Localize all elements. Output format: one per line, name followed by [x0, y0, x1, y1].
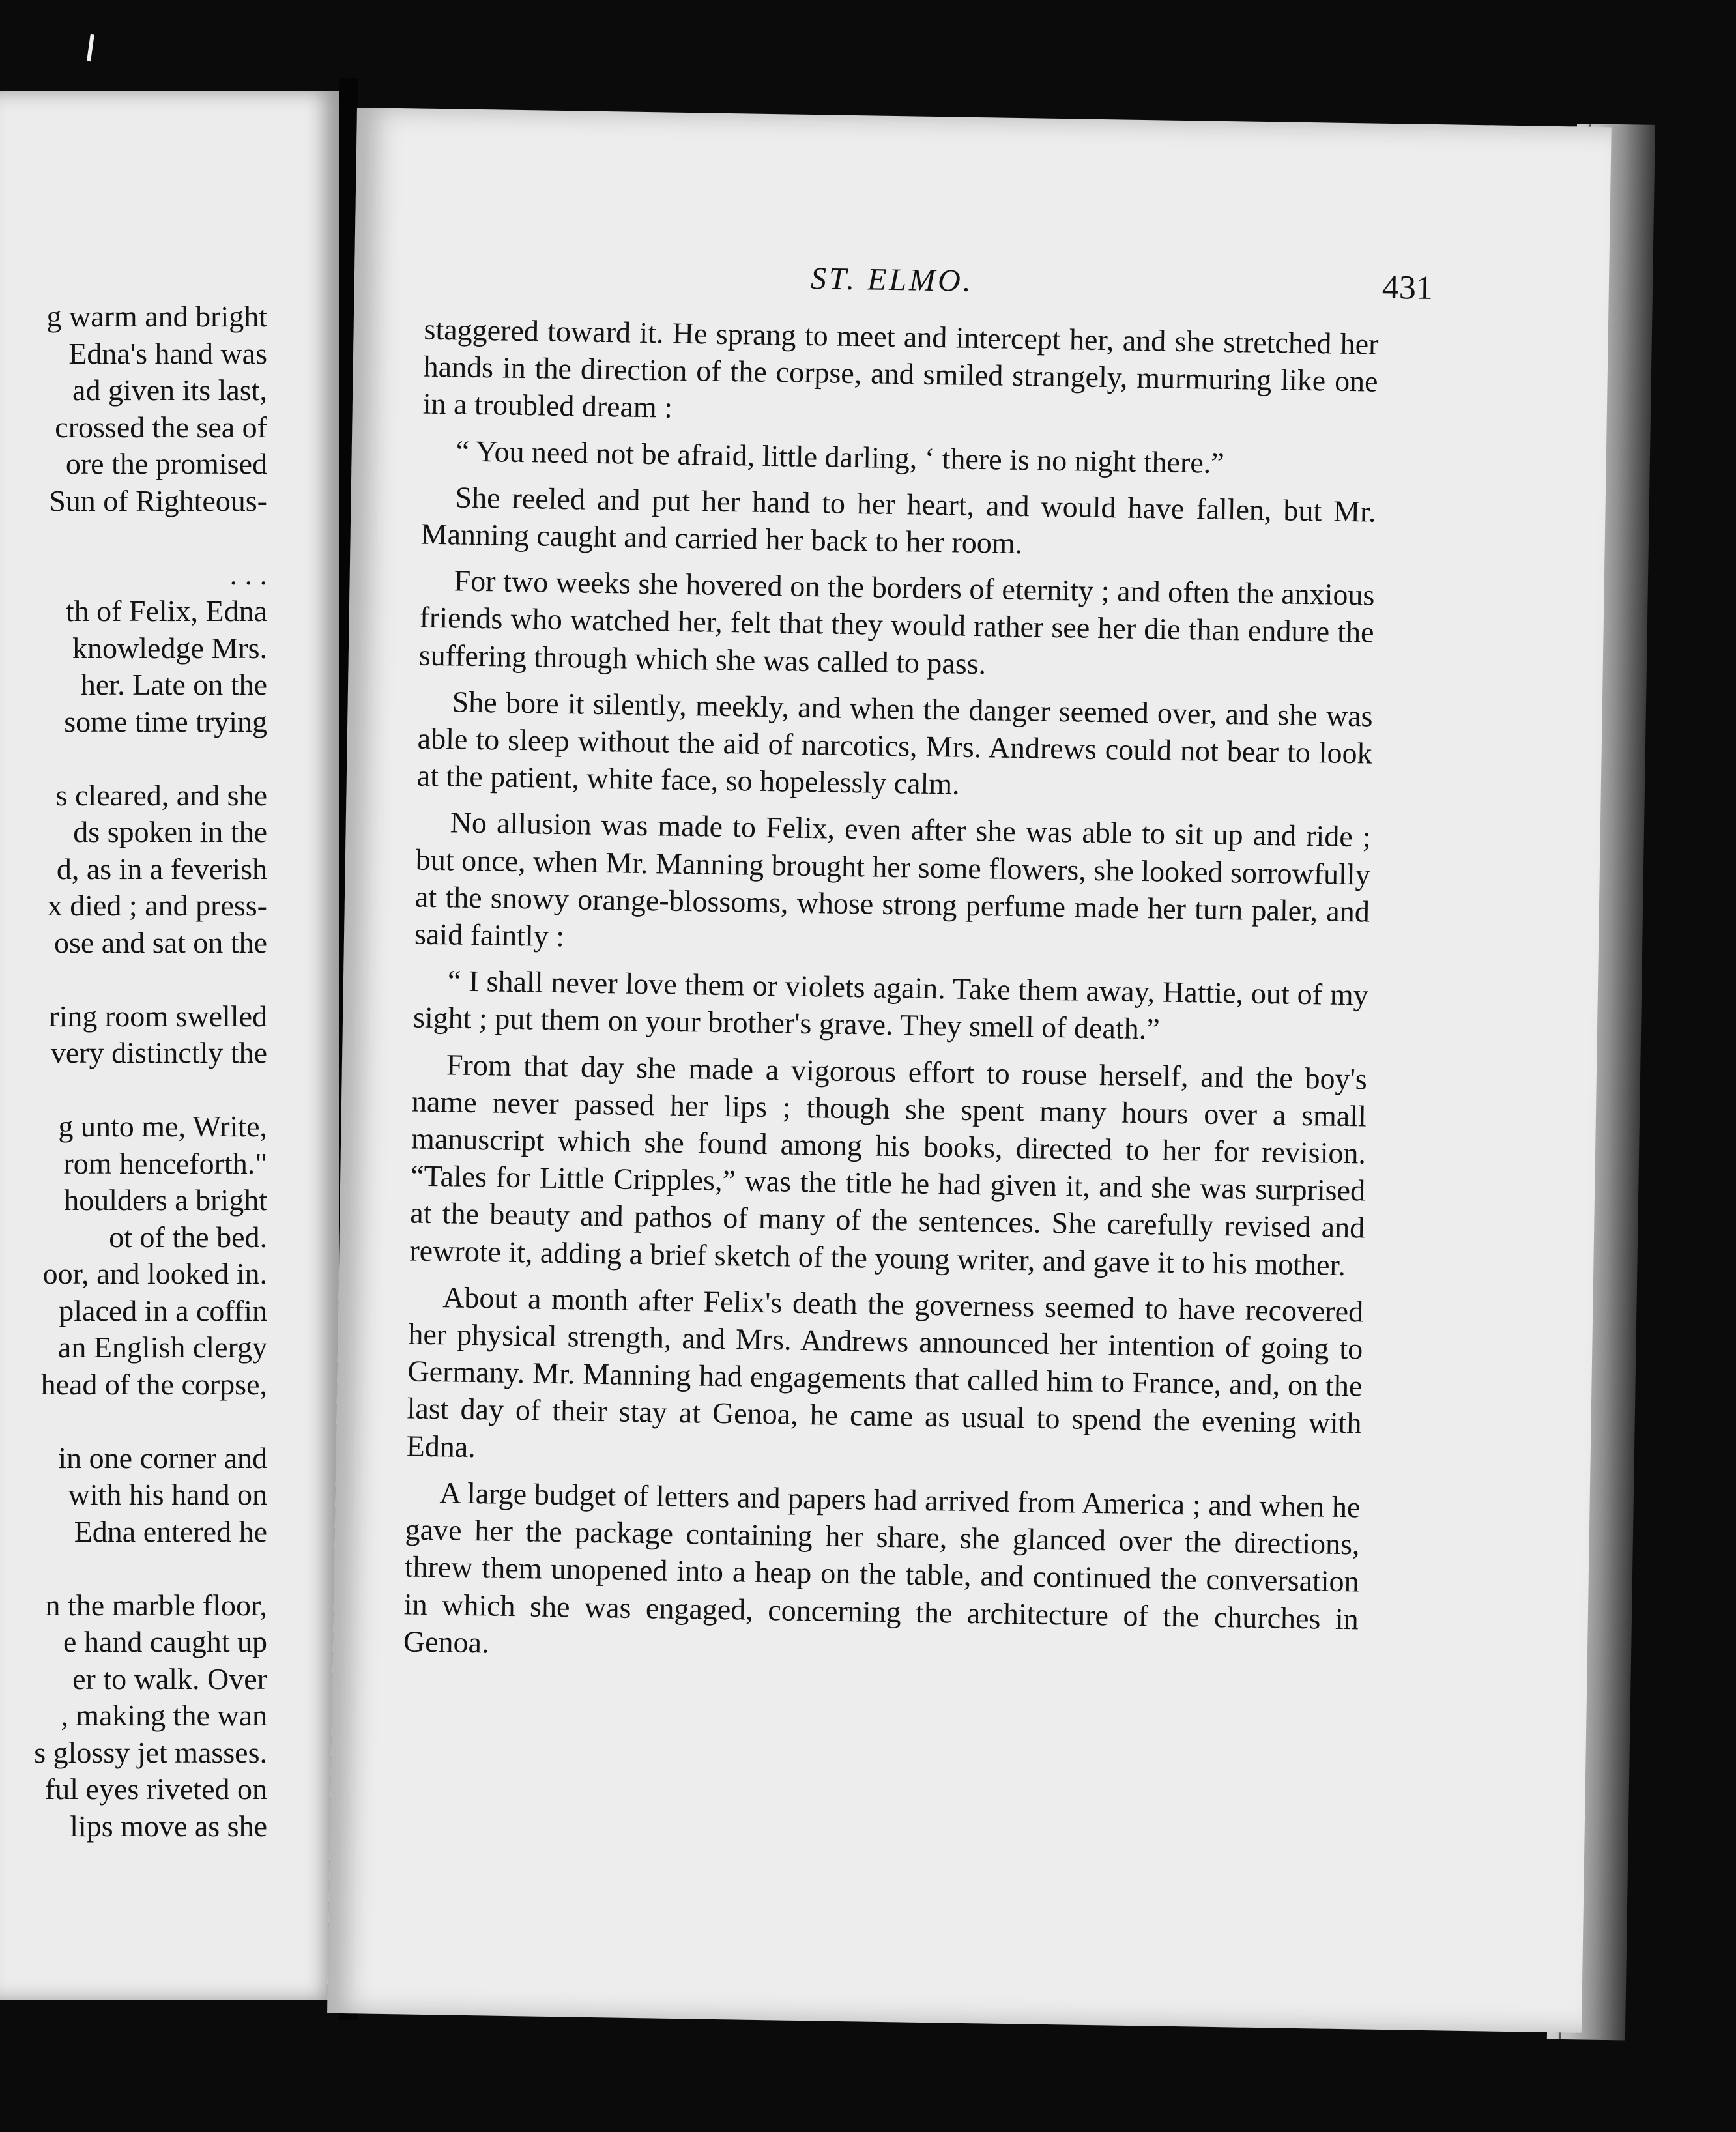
page-number: 431 [1382, 268, 1434, 307]
facing-line: s cleared, and she [55, 778, 267, 812]
facing-line: very distinctly the [50, 1036, 267, 1069]
facing-line: Edna's hand was [68, 336, 267, 370]
facing-page-text [0, 298, 267, 1845]
paragraph: She bore it silently, meekly, and when the danger seemed over, and she was able to sleep without the aid of narcotics, Mrs. Andrews could not bear to look at the patient, white face, so hopelessly calm. [416, 685, 1373, 801]
facing-line: ore the promised [65, 447, 267, 480]
facing-line: an English clergy [57, 1331, 267, 1364]
paragraph: staggered toward it. He sprang to meet and intercept her, and she stretched her hands in the direction of the corpse, and smiled strangely, murmuring like one in a troubled dream : [422, 312, 1379, 425]
facing-line: d, as in a feverish [56, 852, 267, 886]
paragraph: A large budget of letters and papers had arrived from America ; and when he gave her the package containing her share, she glanced over the directions, threw them unopened into a heap on the table, and continued the conversation in which she was engaged, concerning the architecture of the churches in Genoa. [403, 1476, 1361, 1660]
facing-page [0, 91, 339, 2000]
paragraph: From that day she made a vigorous effort to rouse herself, and the boy's name never passed her lips ; though she spent many hours over a small manuscript which she found among his books, directed to her for revision. “Tales for Little Cripples,” was the title he had given it, and she was surprised at the beauty and pathos of many of the sentences. She carefully revised and rewrote it, adding a brief sketch of the young writer, and gave it to his mother. [409, 1047, 1368, 1282]
facing-line: some time trying [64, 704, 267, 738]
paragraph: She reeled and put her hand to her heart, and would have fallen, but Mr. Manning caught and carried her back to her room. [420, 480, 1376, 560]
scan-mark [87, 34, 94, 61]
facing-line: oor, and looked in. [42, 1257, 267, 1290]
facing-line [0, 519, 267, 556]
facing-line [0, 1550, 267, 1587]
facing-line: Sun of Righteous- [49, 483, 267, 517]
facing-line: n the marble floor, [45, 1588, 267, 1622]
paragraph: “ You need not be afraid, little darling, ‘ there is no night there.” [456, 434, 1225, 480]
facing-line: rom henceforth." [63, 1146, 267, 1180]
facing-line: her. Late on the [80, 668, 267, 701]
facing-line: , making the wan [61, 1699, 267, 1732]
facing-line: e hand caught up [63, 1625, 267, 1658]
facing-line: th of Felix, Edna [65, 594, 267, 627]
facing-line: crossed the sea of [55, 410, 267, 444]
facing-line: placed in a coffin [59, 1293, 267, 1327]
facing-line [0, 961, 267, 998]
facing-line: er to walk. Over [72, 1662, 267, 1695]
running-head [355, 252, 1610, 307]
facing-line: ds spoken in the [73, 815, 267, 848]
facing-line: head of the corpse, [40, 1367, 267, 1401]
facing-line: ot of the bed. [109, 1220, 267, 1254]
facing-line: with his hand on [68, 1478, 267, 1511]
page-body [403, 311, 1379, 1684]
paragraph: No allusion was made to Felix, even after she was able to sit up and ride ; but once, when Mr. Manning brought her some flowers, she looked sorrowfully at the snowy orange-blossoms, whose strong perfume made her turn paler, and said faintly : [414, 805, 1372, 953]
facing-line: . . . [229, 557, 267, 591]
facing-line: ful eyes riveted on [44, 1772, 267, 1806]
facing-line: houlders a bright [64, 1183, 267, 1217]
main-page [327, 108, 1612, 2033]
facing-line [0, 1403, 267, 1440]
facing-line: g unto me, Write, [58, 1110, 267, 1143]
facing-line [0, 1072, 267, 1109]
facing-line: x died ; and press- [47, 889, 267, 922]
paragraph: About a month after Felix's death the governess seemed to have recovered her physical strength, and Mrs. Andrews announced her intention of going to Germany. Mr. Manning had engagements that called him to France, and, on the last day of their stay at Genoa, he came as usual to spend the evening with Edna. [406, 1280, 1364, 1463]
facing-line: ring room swelled [49, 999, 267, 1033]
facing-line: g warm and bright [46, 300, 267, 333]
facing-line: s glossy jet masses. [34, 1735, 267, 1769]
running-title: ST. ELMO. [810, 261, 974, 298]
facing-line [0, 740, 267, 777]
paragraph: “ I shall never love them or violets again. Take them away, Hattie, out of my sight ; put them on your brother's grave. They smell of death.” [412, 964, 1369, 1046]
paragraph: For two weeks she hovered on the borders of eternity ; and often the anxious friends who watched her, felt that they would rather see her die than endure the suffering through which she was called to pass. [418, 564, 1375, 680]
facing-line: lips move as she [70, 1809, 267, 1843]
facing-line: Edna entered he [74, 1514, 267, 1548]
facing-line: ad given its last, [72, 373, 267, 407]
facing-line: in one corner and [58, 1441, 267, 1475]
facing-line: ose and sat on the [53, 925, 267, 959]
facing-line: knowledge Mrs. [72, 631, 267, 665]
